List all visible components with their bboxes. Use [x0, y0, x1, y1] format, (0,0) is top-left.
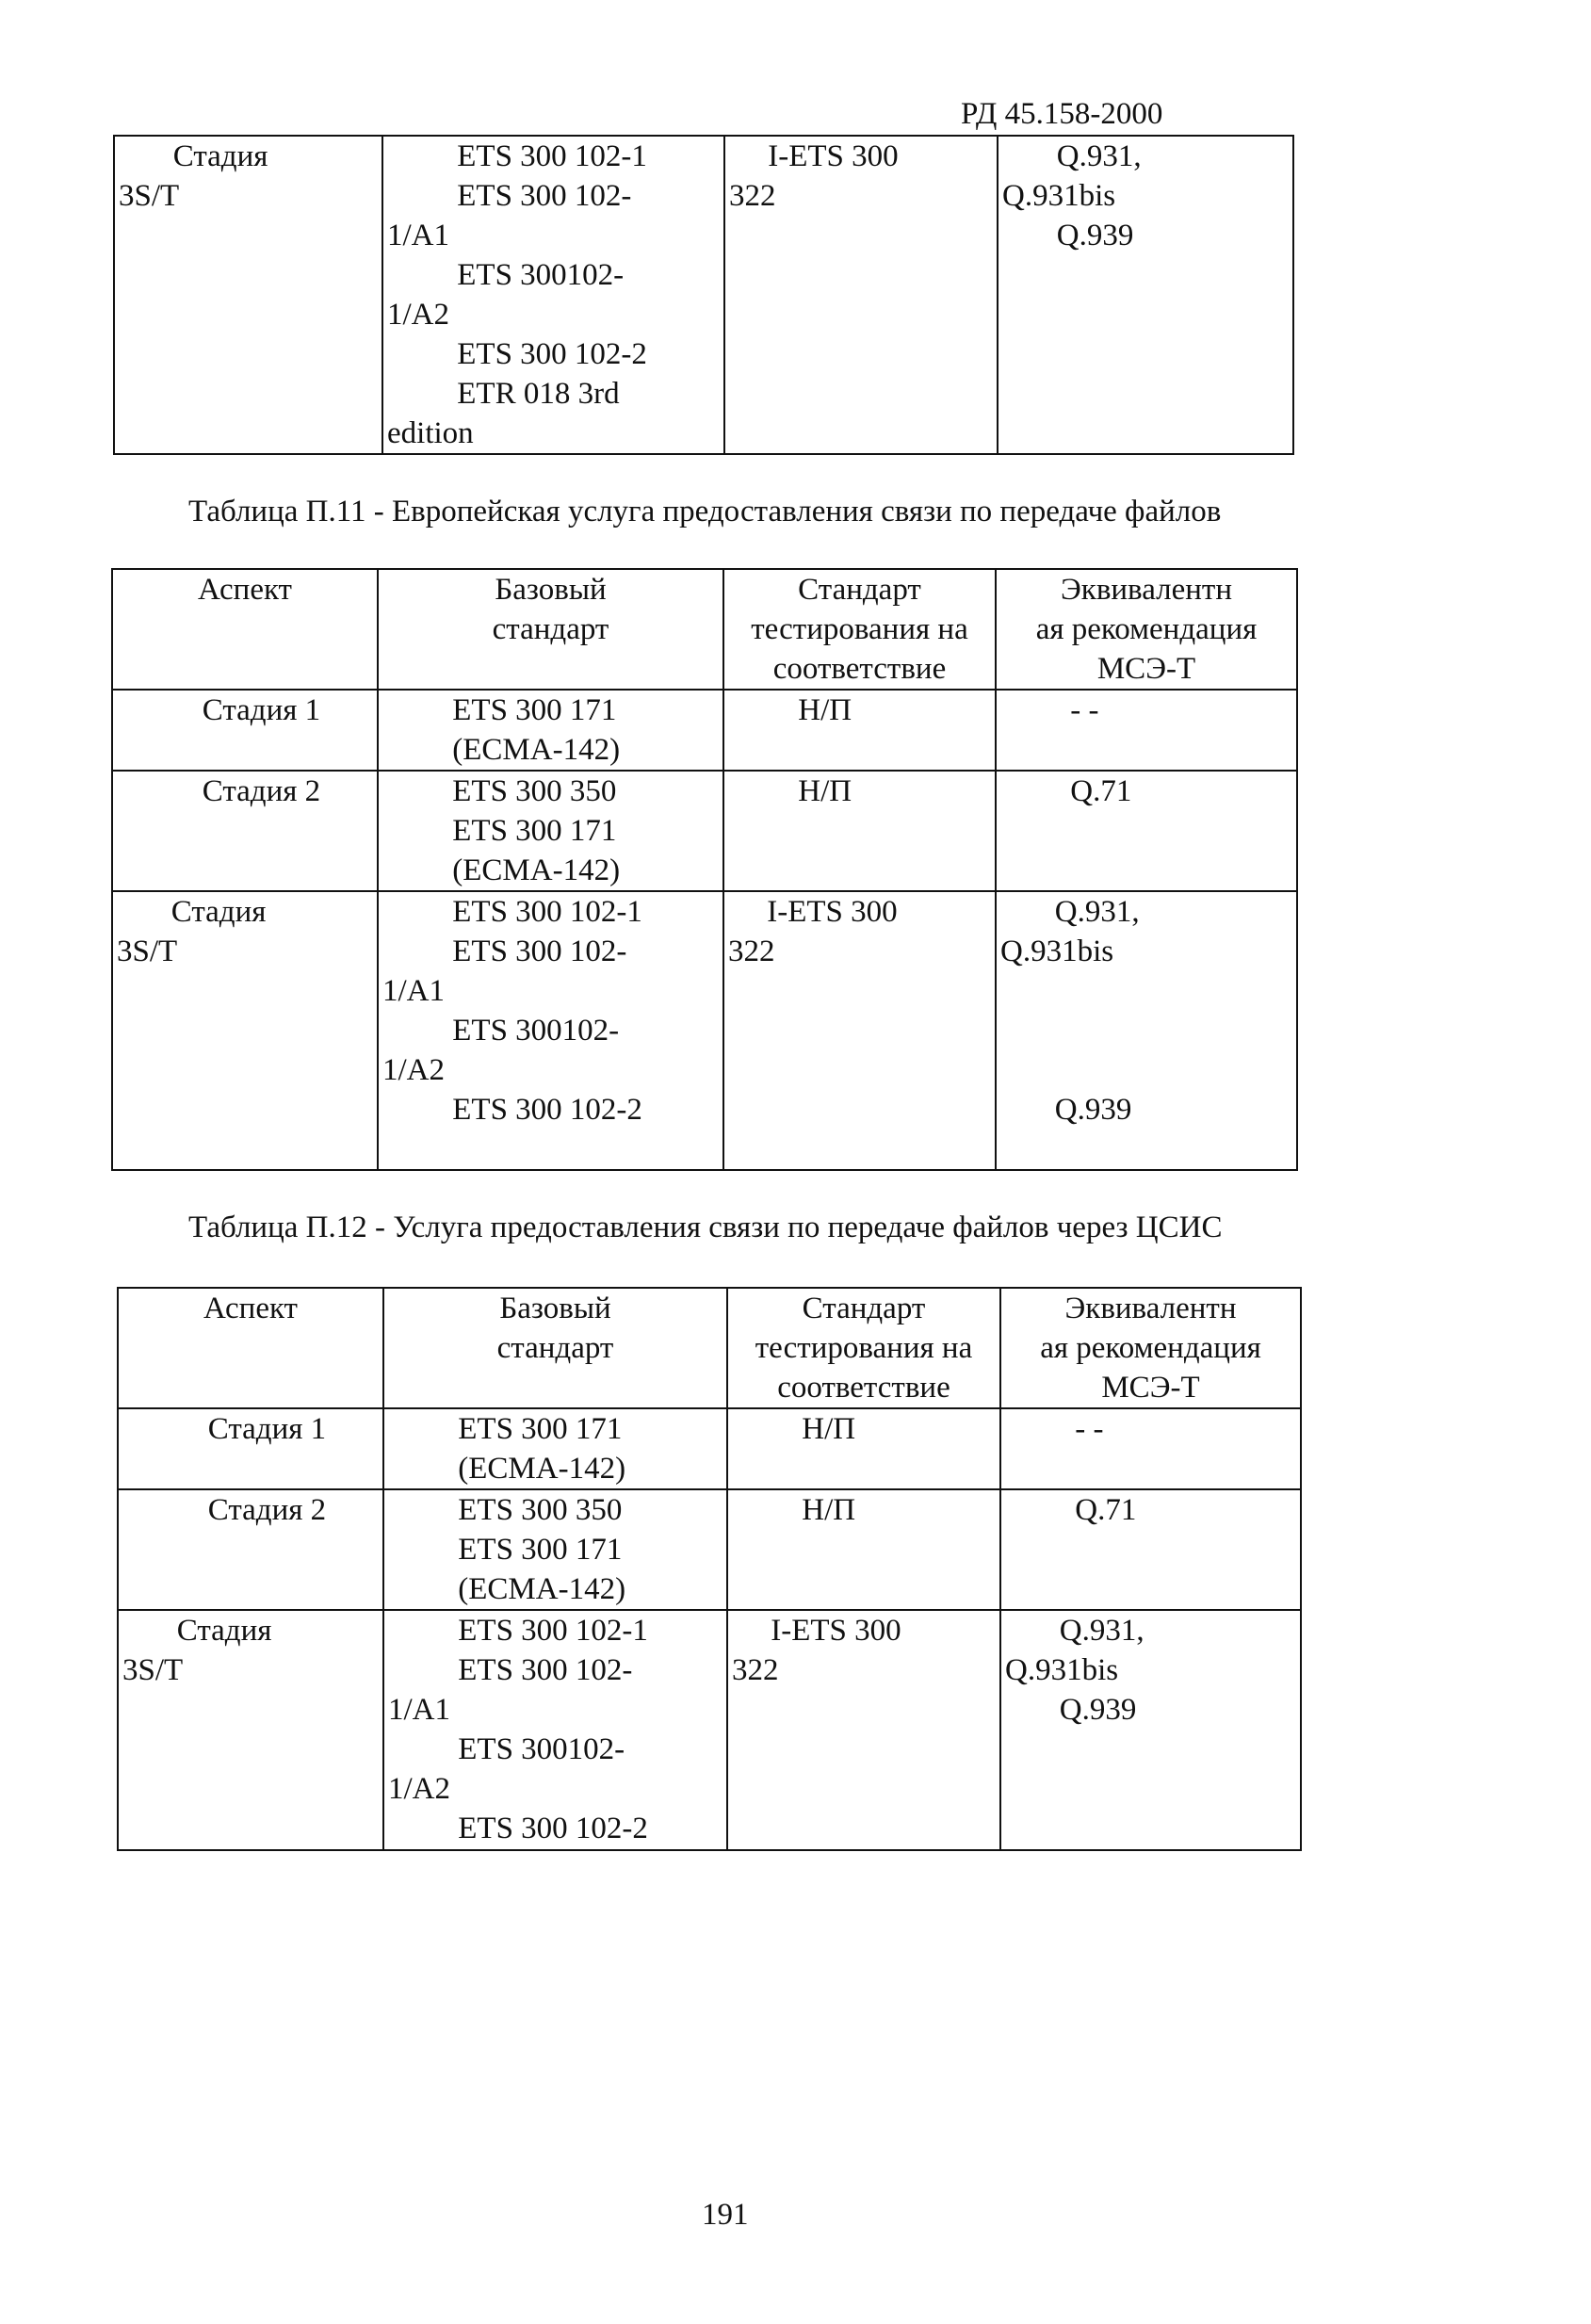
- table-cell: ETS 300 350 ETS 300 171 (ECMA-142): [383, 1489, 727, 1610]
- table-cell: Стадия 3S/T: [118, 1610, 383, 1850]
- table-cell: Н/П: [723, 690, 996, 771]
- table-row: [118, 1408, 1301, 1489]
- table-12-caption: Таблица П.12 - Услуга предоставления связи по передаче файлов через ЦСИС: [188, 1211, 1223, 1244]
- table-cell: ETS 300 171 (ECMA-142): [378, 690, 723, 771]
- table-cell: I-ETS 300 322: [724, 136, 998, 454]
- table-row: [112, 771, 1297, 891]
- table-row: [112, 891, 1297, 1170]
- table-cell: - -: [1000, 1408, 1301, 1489]
- column-header: Базовый стандарт: [378, 569, 723, 690]
- table-cell: ETS 300 102-1 ETS 300 102- 1/A1 ETS 300102- 1/A2 ETS 300 102-2 ETR 018 3rd edition: [382, 136, 724, 454]
- table-cell: Н/П: [727, 1408, 1000, 1489]
- table-header-row: [112, 569, 1297, 690]
- column-header: Аспект: [118, 1288, 383, 1408]
- table-cell: Q.931, Q.931bis Q.939: [998, 136, 1293, 454]
- table-cell: Стадия 2: [118, 1489, 383, 1610]
- document-code: РД 45.158-2000: [961, 97, 1163, 131]
- table-cell: ETS 300 102-1 ETS 300 102- 1/A1 ETS 300102- 1/A2 ETS 300 102-2: [383, 1610, 727, 1850]
- table-cell: Q.931, Q.931bis Q.939: [996, 891, 1297, 1170]
- table-cell: Стадия 3S/T: [114, 136, 382, 454]
- table-11-caption: Таблица П.11 - Европейская услуга предоставления связи по передаче файлов: [188, 495, 1222, 528]
- table-header-row: [118, 1288, 1301, 1408]
- table-cell: Стадия 1: [112, 690, 378, 771]
- table-cell: Н/П: [723, 771, 996, 891]
- table-cell: ETS 300 171 (ECMA-142): [383, 1408, 727, 1489]
- table-cell: ETS 300 350 ETS 300 171 (ECMA-142): [378, 771, 723, 891]
- table-cell: Стадия 2: [112, 771, 378, 891]
- table-cell: Н/П: [727, 1489, 1000, 1610]
- table-cell: I-ETS 300 322: [727, 1610, 1000, 1850]
- table-cell: Q.931, Q.931bis Q.939: [1000, 1610, 1301, 1850]
- table-cell: I-ETS 300 322: [723, 891, 996, 1170]
- table-cell: Стадия 1: [118, 1408, 383, 1489]
- table-row: [118, 1610, 1301, 1850]
- column-header: Базовый стандарт: [383, 1288, 727, 1408]
- column-header: Стандарт тестирования на соответствие: [723, 569, 996, 690]
- table-12: [117, 1287, 1302, 1851]
- table-cell: - -: [996, 690, 1297, 771]
- table-11: [111, 568, 1298, 1171]
- column-header: Эквивалентн ая рекомендация МСЭ-Т: [1000, 1288, 1301, 1408]
- table-row: [114, 136, 1293, 454]
- column-header: Стандарт тестирования на соответствие: [727, 1288, 1000, 1408]
- page-number: 191: [702, 2198, 749, 2232]
- table-cell: Q.71: [1000, 1489, 1301, 1610]
- table-cell: ETS 300 102-1 ETS 300 102- 1/A1 ETS 300102- 1/A2 ETS 300 102-2: [378, 891, 723, 1170]
- table-row: [112, 690, 1297, 771]
- column-header: Эквивалентн ая рекомендация МСЭ-Т: [996, 569, 1297, 690]
- table-cell: Q.71: [996, 771, 1297, 891]
- continued-table: [113, 135, 1294, 455]
- table-cell: Стадия 3S/T: [112, 891, 378, 1170]
- column-header: Аспект: [112, 569, 378, 690]
- table-row: [118, 1489, 1301, 1610]
